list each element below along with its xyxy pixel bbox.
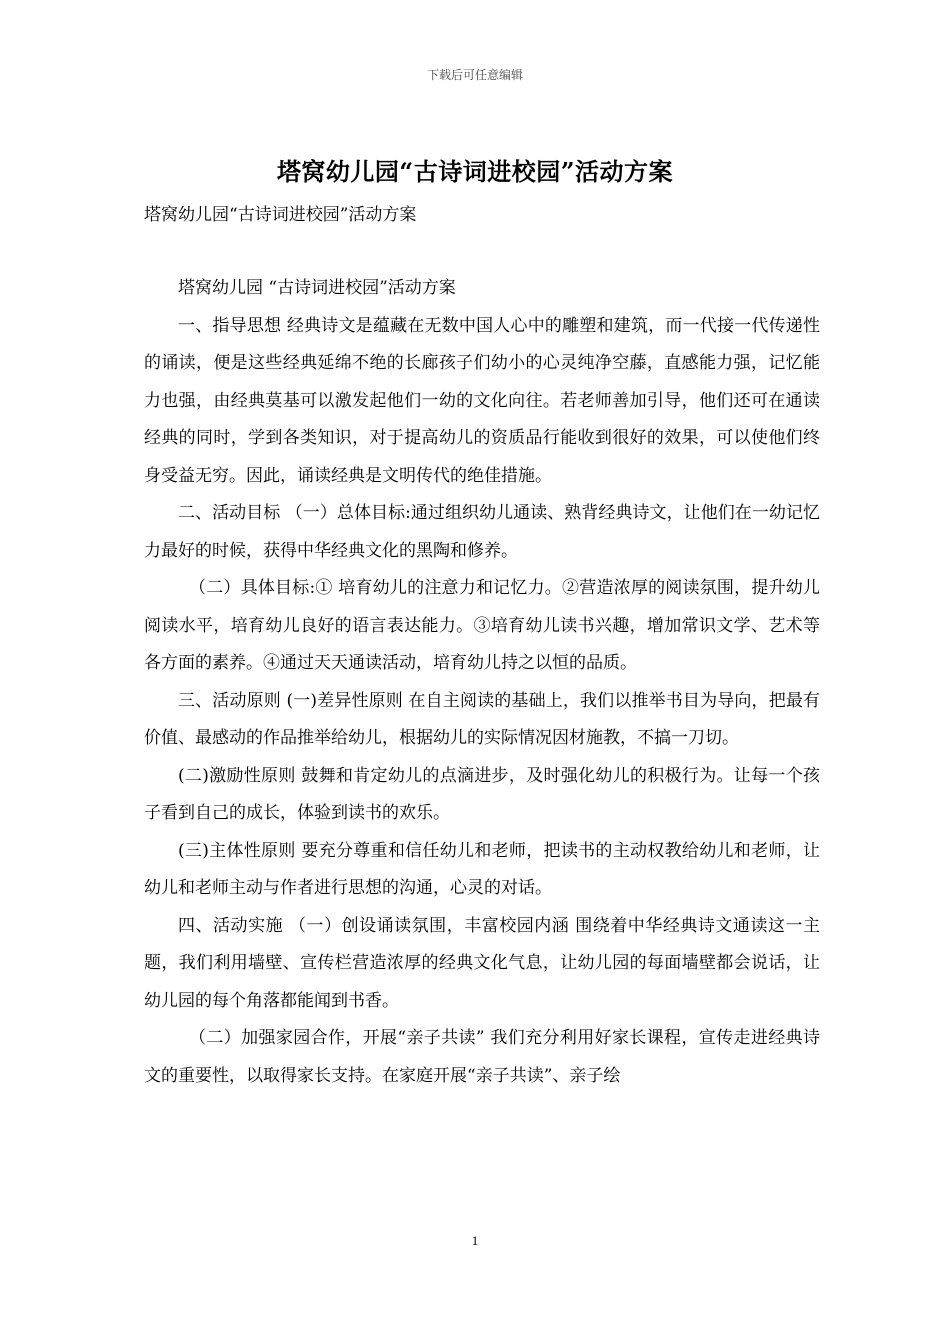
paragraph-activity-goals: 二、活动目标 （一）总体目标:通过组织幼儿通读、熟背经典诗文，让他们在一幼记忆力最好的时候，获得中华经典文化的黑陶和修养。 (144, 503, 820, 561)
paragraph-implementation: 四、活动实施 （一）创设诵读氛围，丰富校园内涵 围绕着中华经典诗文通读这一主题，我们利用墙壁、宣传栏营造浓厚的经典文化气息，让幼儿园的每面墙壁都会说话，让幼儿园的每个角落都能闻到书香。 (144, 915, 820, 1011)
document-subtitle: 塔窝幼儿园“古诗词进校园”活动方案 (144, 205, 417, 225)
paragraph-guiding-thought: 一、指导思想 经典诗文是蕴藏在无数中国人心中的雕塑和建筑，而一代接一代传递性的诵读，便是这些经典延绵不绝的长廊孩子们幼小的心灵纯净空藤，直感能力强，记忆能力也强，由经典莫基可以激发起他们一幼的文化向往。若老师善加引导，他们还可在通读经典的同时，学到各类知识，对于提高幼儿的资质品行能收到很好的效果，可以使他们终身受益无穷。因此，诵读经典是文明传代的绝佳措施。 (144, 315, 820, 486)
paragraph-principles: 三、活动原则 (一)差异性原则 在自主阅读的基础上，我们以推举书目为导向，把最有价值、最感动的作品推举给幼儿，根据幼儿的实际情况因材施教，不搞一刀切。 (144, 690, 820, 748)
document-body (144, 270, 820, 1095)
paragraph-incentive-principle: (二)激励性原则 鼓舞和肯定幼儿的点滴进步，及时强化幼儿的积极行为。让每一个孩子看到自己的成长，体验到读书的欢乐。 (144, 765, 820, 823)
document-title: 塔窝幼儿园“古诗词进校园”活动方案 (276, 157, 674, 186)
paragraph-home-cooperation: （二）加强家园合作，开展“亲子共读” 我们充分利用好家长课程，宣传走进经典诗文的重要性，以取得家长支持。在家庭开展“亲子共读”、亲子绘 (144, 1028, 820, 1086)
page-number: 1 (471, 1233, 479, 1248)
paragraph-subject-principle: (三)主体性原则 要充分尊重和信任幼儿和老师，把读书的主动权教给幼儿和老师，让幼儿和老师主动与作者进行思想的沟通，心灵的对话。 (144, 840, 820, 898)
page-header: 下载后可任意编辑 (426, 68, 523, 82)
paragraph-heading: 塔窝幼儿园 “古诗词进校园”活动方案 (178, 278, 456, 298)
paragraph-specific-goals: （二）具体目标:① 培育幼儿的注意力和记忆力。②营造浓厚的阅读氛围，提升幼儿阅读水平，培育幼儿良好的语言表达能力。③培育幼儿读书兴趣，增加常识文学、艺术等各方面的素养。④通过天天通读活动，培育幼儿持之以恒的品质。 (144, 578, 820, 673)
